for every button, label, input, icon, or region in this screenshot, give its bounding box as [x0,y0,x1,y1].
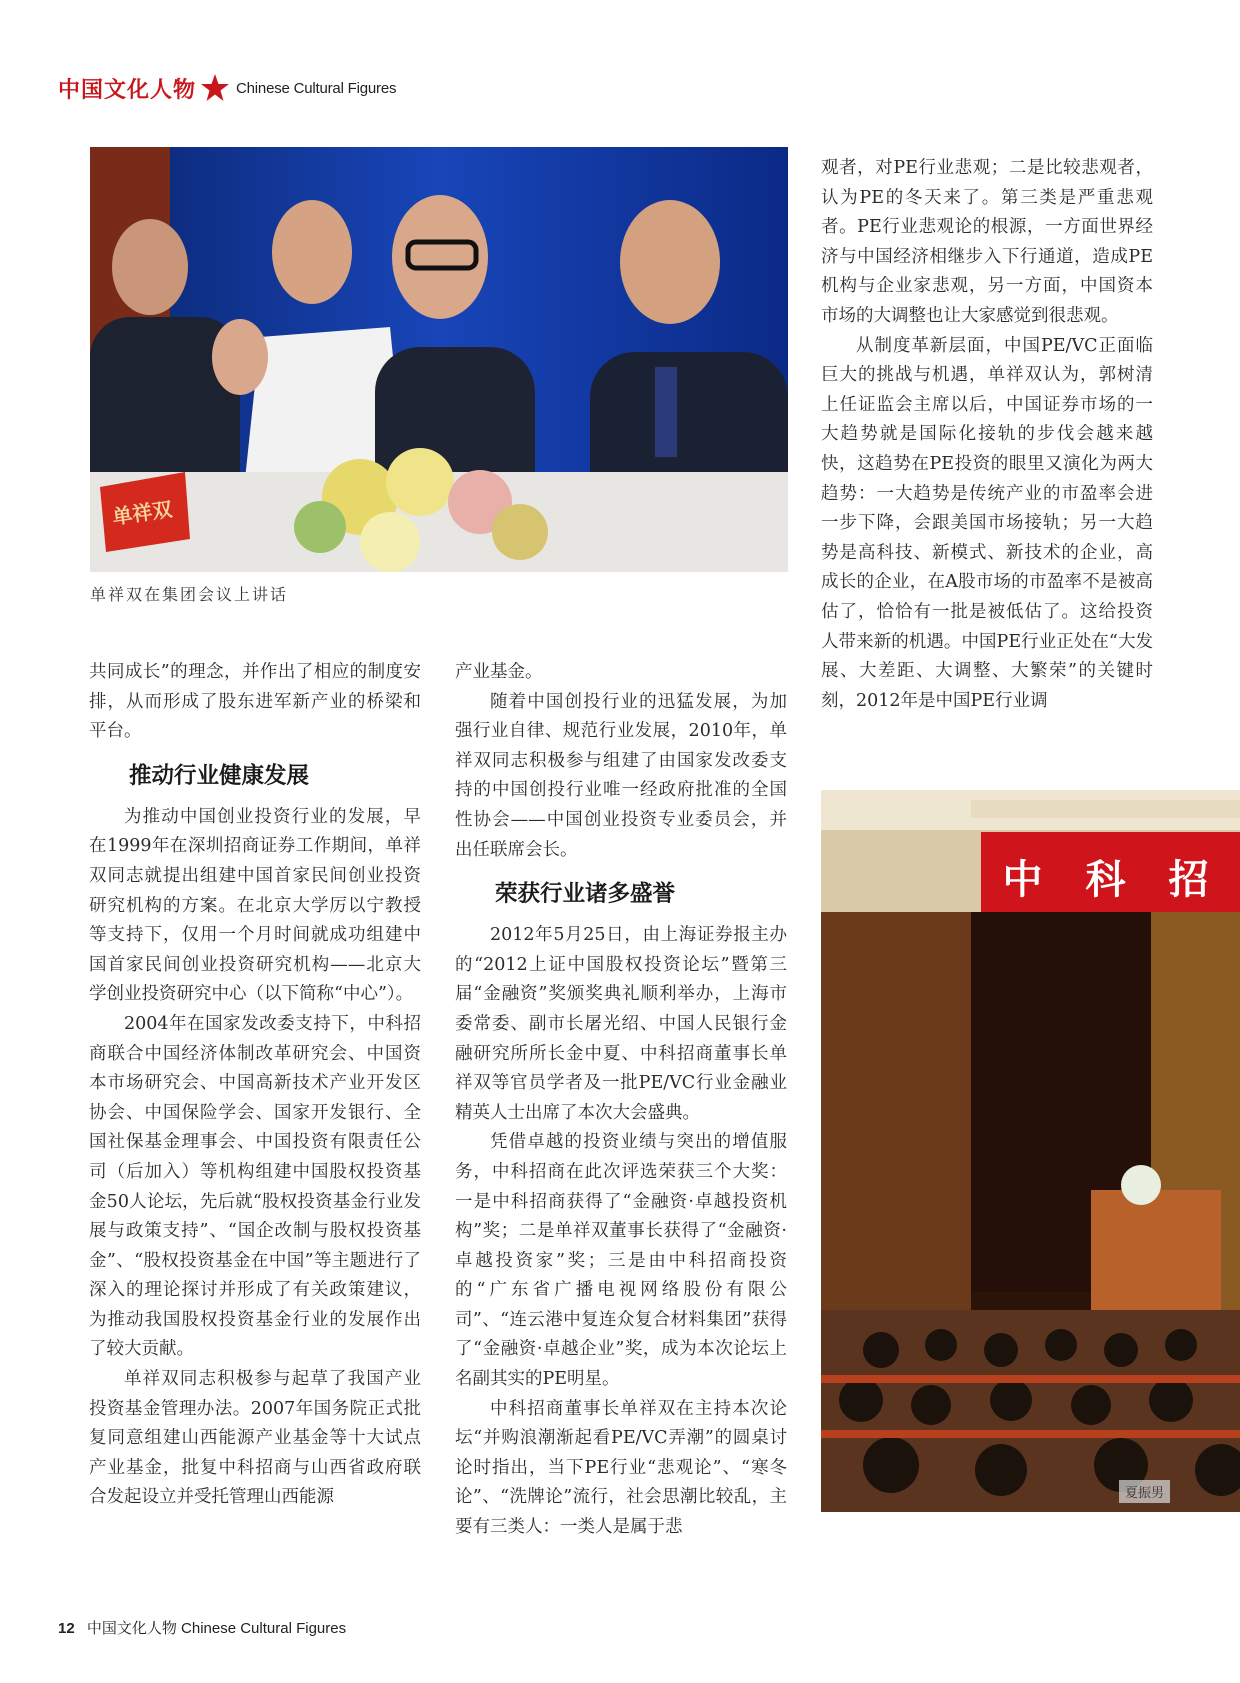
paragraph: 观者，对PE行业悲观；二是比较悲观者，认为PE的冬天来了。第三类是严重悲观者。PE行业悲观论的根源，一方面世界经济与中国经济相继步入下行通道，造成PE机构与企业家悲观，另一方面，中国资本市场的大调整也让大家感觉到很悲观。 [821,158,1153,326]
paragraph: 2012年5月25日，由上海证券报主办的“2012上证中国股权投资论坛”暨第三届“金融资”奖颁奖典礼顺利举办，上海市委常委、副市长屠光绍、中国人民银行金融研究所所长金中夏、中科招商董事长单祥双等官员学者及一批PE/VC行业金融业精英人士出席了本次大会盛典。 [455,925,787,1123]
paragraph: 产业基金。 [455,662,543,682]
paragraph: 共同成长”的理念，并作出了相应的制度安排，从而形成了股东进军新产业的桥梁和平台。 [89,662,421,742]
paragraph: 2004年在国家发改委支持下，中科招商联合中国经济体制改革研究会、中国资本市场研究会、中国高新技术产业开发区协会、中国保险学会、国家开发银行、全国社保基金理事会、中国投资有限责任公司（后加入）等机构组建中国股权投资基金50人论坛，先后就“股权投资基金行业发展与政策支持”、“国企改制与股权投资基金”、“股权投资基金在中国”等主题进行了深入的理论探讨并形成了有关政策建议，为推动我国股权投资基金行业的发展作出了较大贡献。 [89,1013,421,1360]
paragraph: 单祥双同志积极参与起草了我国产业投资基金管理办法。2007年国务院正式批复同意组建山西能源产业基金等十大试点产业基金，批复中科招商与山西省政府联合发起设立并受托管理山西能源 [89,1369,421,1508]
nameplate: 单祥双 [110,496,174,530]
banner-char: 招 [1168,857,1209,903]
section-heading: 荣获行业诸多盛誉 [495,881,676,908]
magazine-logo-cn: 中国文化人物 [58,76,197,103]
paragraph: 随着中国创投行业的迅猛发展，为加强行业自律、规范行业发展，2010年，单祥双同志积极参与组建了由国家发改委支持的中国创投行业唯一经政府批准的全国性协会——中国创业投资专业委员会，并出任联席会长。 [455,691,787,860]
banner-text [981,848,1240,905]
magazine-logo-en: Chinese Cultural Figures [236,79,397,97]
paragraph: 为推动中国创业投资行业的发展，早在1999年在深圳招商证券工作期间，单祥双同志就提出组建中国首家民间创业投资研究机构的方案。在北京大学厉以宁教授等支持下，仅用一个月时间就成功组建中国首家民间创业投资研究机构——北京大学创业投资研究中心（以下简称“中心”）。 [89,806,421,1005]
footer-title: 中国文化人物 Chinese Cultural Figures [86,1620,347,1637]
star-icon [200,73,230,103]
auditorium-photo [821,790,1240,1512]
paragraph: 中科招商董事长单祥双在主持本次论坛“并购浪潮渐起看PE/VC弄潮”的圆桌讨论时指出，当下PE行业“悲观论”、“寒冬论”、“洗牌论”流行，社会思潮比较乱，主要有三类人：一类人是属于悲 [455,1398,787,1538]
banner-char: 中 [1002,857,1043,903]
text-column-3 [821,154,1153,716]
text-column-1 [89,658,421,1513]
photo-caption: 单祥双在集团会议上讲话 [90,585,289,604]
paragraph: 从制度革新层面，中国PE/VC正面临巨大的挑战与机遇，单祥双认为，郭树清上任证监会主席以后，中国证券市场的一大趋势就是国际化接轨的步伐会越来越快，这趋势在PE投资的眼里又演化为两大趋势：一大趋势是传统产业的市盈率会进一步下降，会跟美国市场接轨；另一大趋势是高科技、新模式、新技术的企业，高成长的企业，在A股市场的市盈率不是被高估了，恰恰有一批是被低估了。这给投资人带来新的机遇。中国PE行业正处在“大发展、大差距、大调整、大繁荣”的关键时刻，2012年是中国PE行业调 [821,335,1153,711]
section-heading: 推动行业健康发展 [129,762,310,789]
text-column-2 [455,658,787,1543]
paragraph: 凭借卓越的投资业绩与突出的增值服务，中科招商在此次评选荣获三个大奖：一是中科招商获得了“金融资·卓越投资机构”奖；二是单祥双董事长获得了“金融资·卓越投资家”奖；三是由中科招商投资的“广东省广播电视网络股份有限公司”、“连云港中复连众复合材料集团”获得了“金融资·卓越企业”奖，成为本次论坛上名副其实的PE明星。 [455,1132,787,1390]
banner-char: 科 [1085,857,1126,903]
photo-credit: 夏振男 [1119,1480,1170,1503]
page-footer [58,1617,346,1638]
masthead [58,70,396,106]
conference-photo [90,147,788,572]
page-number: 12 [58,1620,75,1637]
